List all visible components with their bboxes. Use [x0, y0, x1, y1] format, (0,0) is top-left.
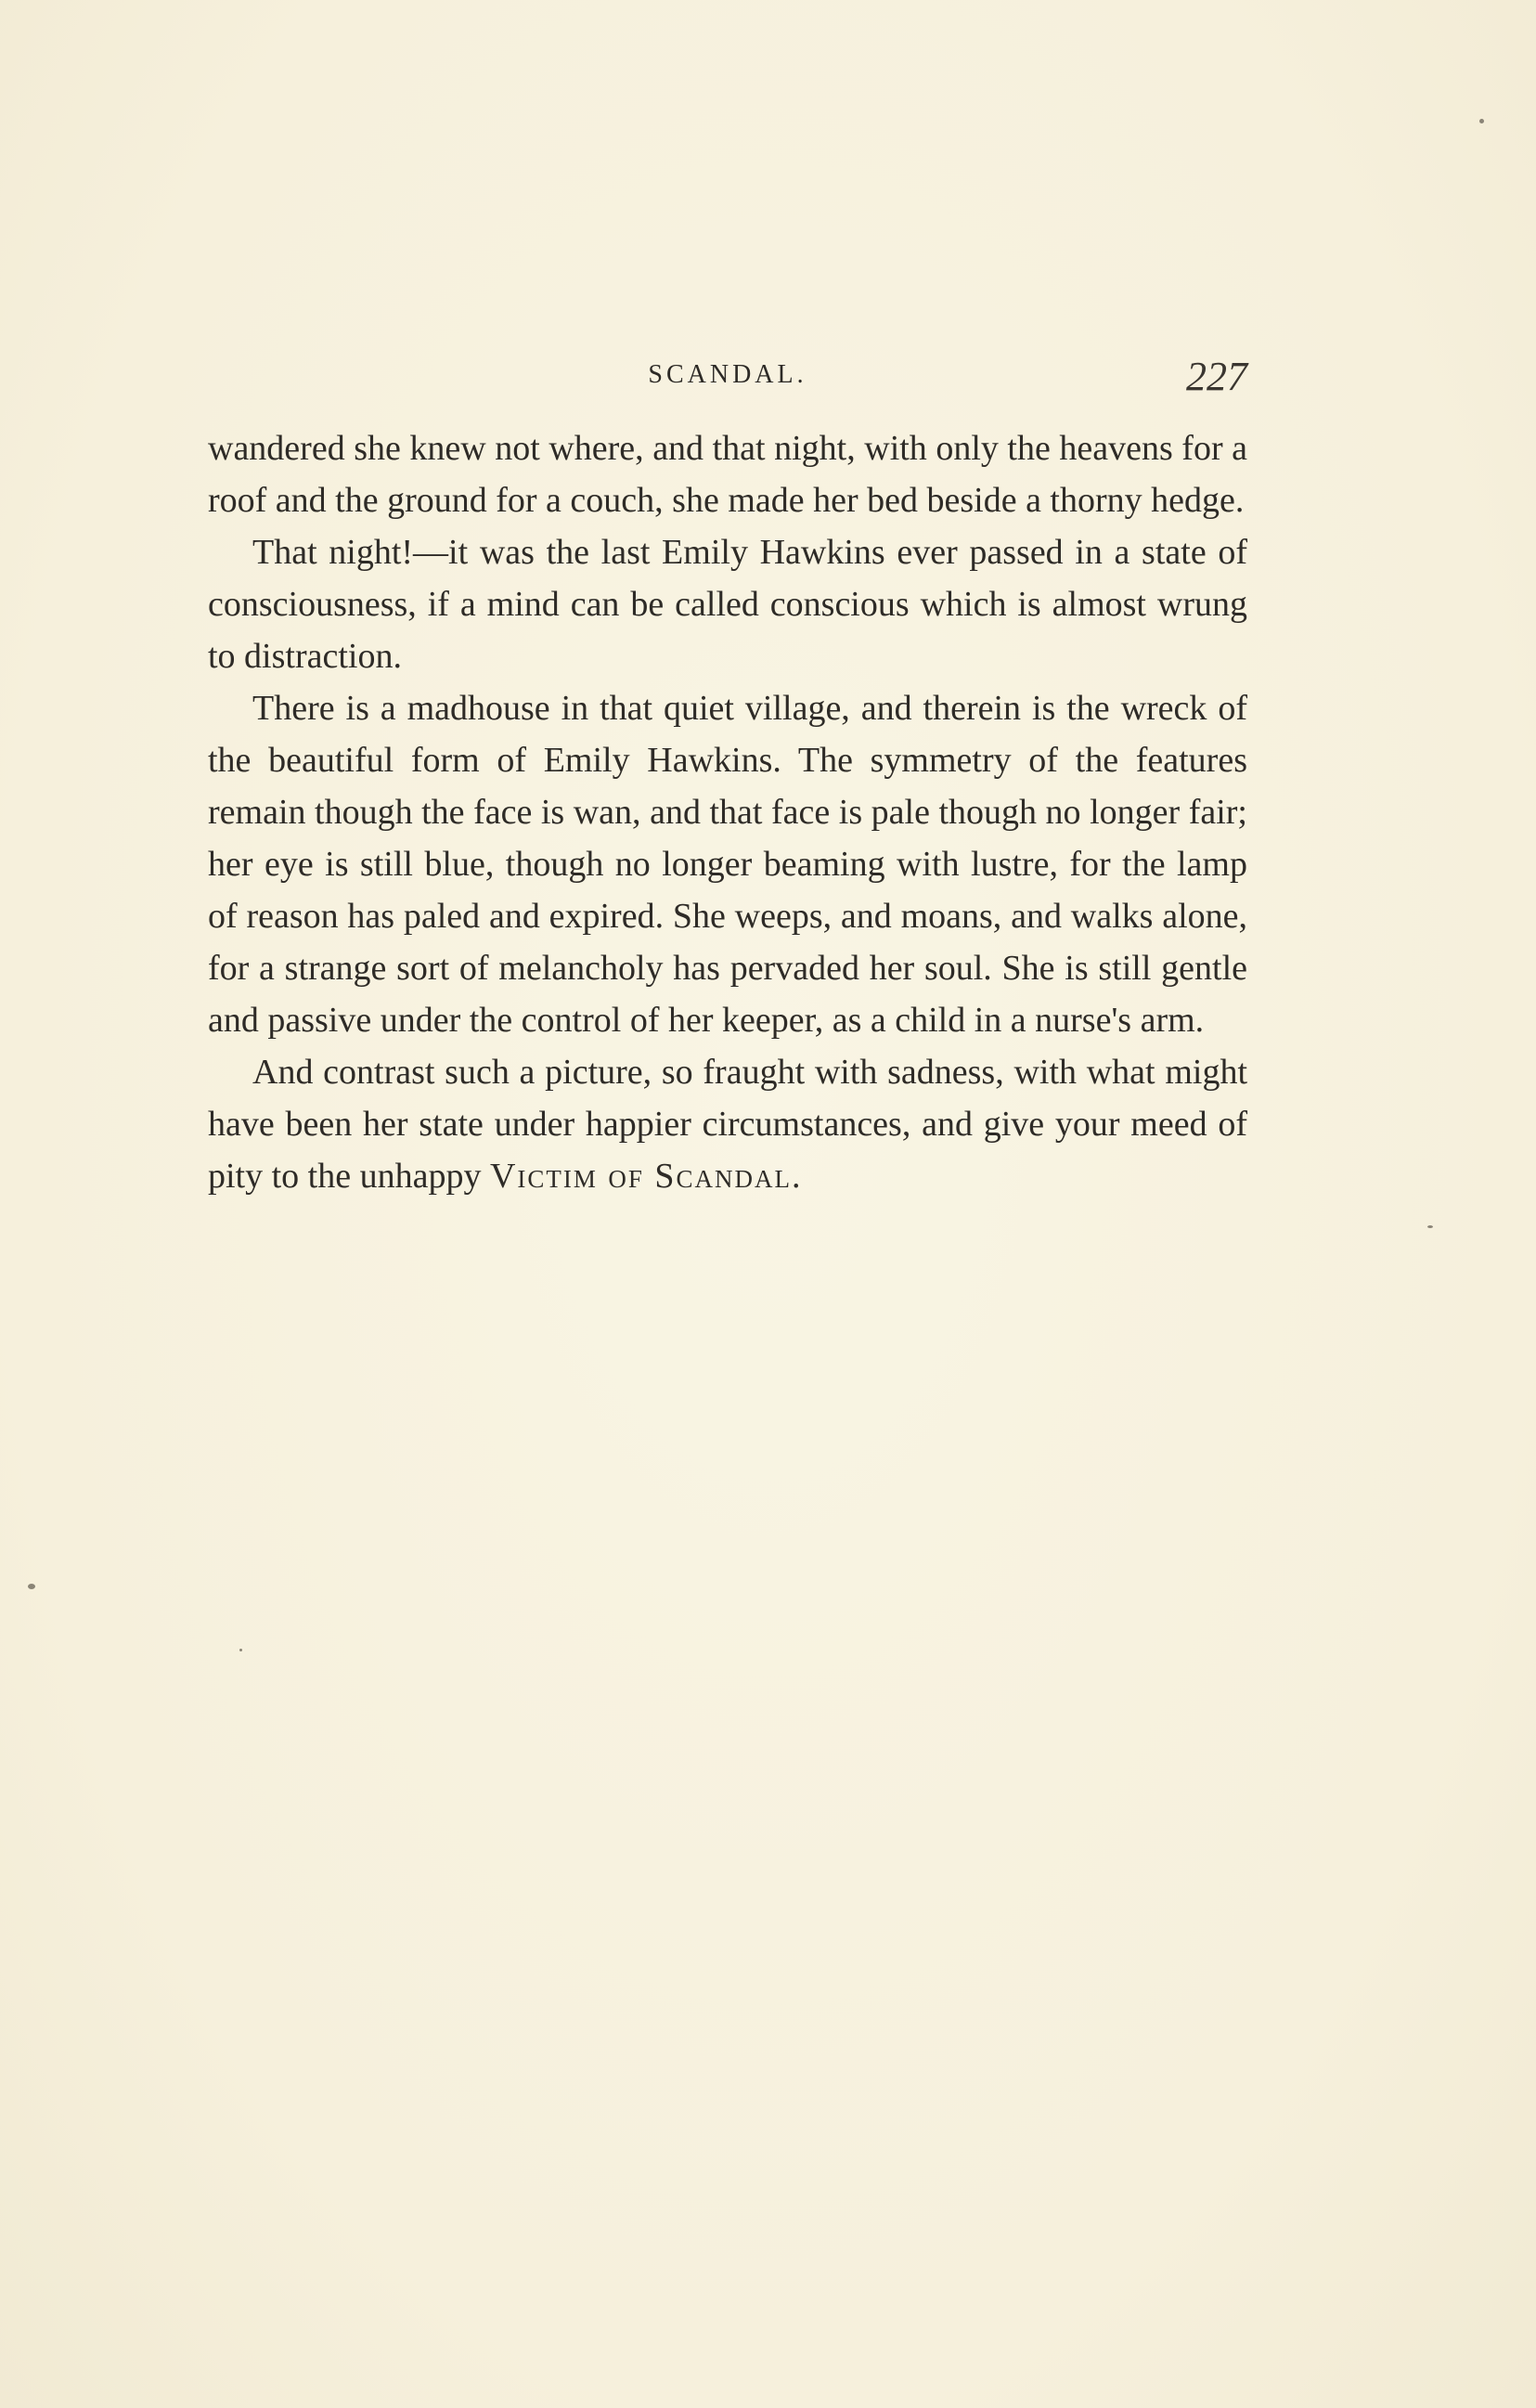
- paper-speck: [28, 1584, 35, 1589]
- paragraph-2: That night!—it was the last Emily Hawkins ever passed in a state of consciousness, if a mind can be called conscious which is almost wrung to distraction.: [208, 533, 1247, 676]
- paragraph-4: [208, 1046, 1247, 1202]
- paper-speck: [1427, 1225, 1433, 1228]
- paragraph-1: wandered she knew not where, and that night, with only the heavens for a roof and the ground for a couch, she made her bed beside a thorny hedge.: [208, 429, 1247, 520]
- paragraph-4-end: .: [792, 1157, 801, 1196]
- paragraph-3: There is a madhouse in that quiet village, and therein is the wreck of the beautiful form of Emily Hawkins. The symmetry of the features remain though the face is wan, and that face is pale though no longer fair; her eye is still blue, though no longer beaming with lustre, for the lamp of reason has paled and expired. She weeps, and moans, and walks alone, for a strange sort of melancholy has pervaded her soul. She is still gentle and passive under the control of her keeper, as a child in a nurse's arm.: [208, 689, 1247, 1040]
- running-head: SCANDAL.: [648, 360, 807, 389]
- paper-speck: [239, 1649, 242, 1651]
- body-text: [208, 422, 1247, 1202]
- page-number: 227: [1186, 354, 1247, 399]
- paper-speck: [1479, 119, 1484, 123]
- paragraph-4-smallcaps: Victim of Scandal: [489, 1157, 793, 1196]
- paragraph-4-text: And contrast such a picture, so fraught with sadness, with what might have been her state under happier circumstances, and give your meed of pity to the unhappy: [208, 1053, 1247, 1196]
- page-header: [208, 353, 1247, 408]
